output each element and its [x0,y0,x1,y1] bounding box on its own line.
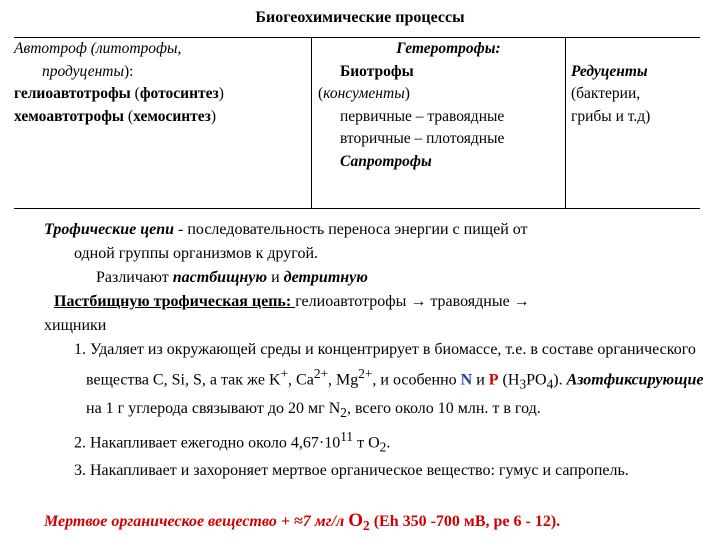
decomposers-line-1: (бактерии, [571,85,641,102]
trophic-chains-term: Трофические цепи [44,221,175,238]
list-item-3: 3. Накапливает и захороняет мертвое органическое вещество: гумус и сапропель. [74,462,629,480]
classification-table [14,37,700,209]
decomposers-column [566,38,700,208]
heterotrophs-header: Гетеротрофы: [396,40,501,57]
dead-organic-matter-line: Мертвое органическое вещество + ≈7 мг/л $O_2$ (Eh 350 -700 мВ, pe 6 - 12). [44,510,561,534]
list-item-2: 2. Накапливает ежегодно около $4,67\cdot 10^{11}$ т $O_2$. [74,428,391,455]
secondary-consumers: вторичные – плотоядные [340,130,505,147]
pasture-term: пастбищную [172,269,268,286]
autotrophs-column: Автотроф (литотрофы, продуценты): гелиоавтотрофы (фотосинтез) хемоавтотрофы (хемосинтез) [14,38,312,208]
phosphorus-symbol: P [488,371,499,389]
biotrophs-term: Биотрофы [340,62,414,80]
photosynthesis-term: фотосинтез [139,85,219,102]
main-text: Трофические цепи - последовательность переноса энергии с пищей от одной группы организмов к другой. Различают пастбищную и детритную Пастбищную трофическая цепь: гелиоавтотрофы → травоядные → хищники 1. Удаляет из окружающей среды и концентрирует в биомассе, т.е. в составе органического вещества С, Si, S, а так же K+, $Ca^{2+}$, $Mg^{2+}$, и особенно N и P $(H_3PO_4)$. Азотфиксирующие на 1 г углерода связывают до 20 мг $N_2$, всего около 10 млн. т в год. 2. Накапливает ежегодно около $4,67\cdot 10^{11}$ т $O_2$. 3. Накапливает и захороняет мертвое органическое вещество: гумус и сапропель. [44,218,704,483]
detritus-term: детритную [283,269,368,286]
chemoautotrophs-term: хемоавтотрофы [14,107,125,125]
helioautotrophs-term: гелиоавтотрофы [14,85,131,102]
saprotrophs-term: Сапротрофы [340,152,432,170]
chemosynthesis-term: хемосинтез [133,107,211,125]
heterotrophs-column: Гетеротрофы: Биотрофы (консументы) первичные – травоядные вторичные – плотоядные Сапротрофы [312,38,566,208]
nitrogen-symbol: N [460,371,473,389]
autotroph-term: Автотроф [14,40,87,57]
decomposers-header: Редуценты [571,62,648,80]
grazing-chain-sequence: гелиоавтотрофы → травоядные → [295,293,530,310]
primary-consumers: первичные – травоядные [340,107,505,125]
page-title: Биогеохимические процессы [255,9,465,26]
nitrogen-fixing-term: Азотфиксирующие [566,371,704,389]
consumers-term: консументы [323,85,405,102]
producers-term: продуценты [42,62,124,80]
grazing-chain-heading: Пастбищную трофическая цепь: [54,293,296,310]
list-item-1: 1. Удаляет из окружающей среды и концентрирует в биомассе, т.е. в составе органического вещества С, Si, S, а так же K+, $Ca^{2+}$, $Mg^{2+}$, и особенно N и P $(H_3PO_4)$. Азотфиксирующие на 1 г углерода связывают до 20 мг $N_2$, всего около 10 млн. т в год. [74,341,704,420]
lithotrophs-term: (литотрофы, [86,40,182,57]
decomposers-line-2: грибы и т.д) [571,107,651,125]
